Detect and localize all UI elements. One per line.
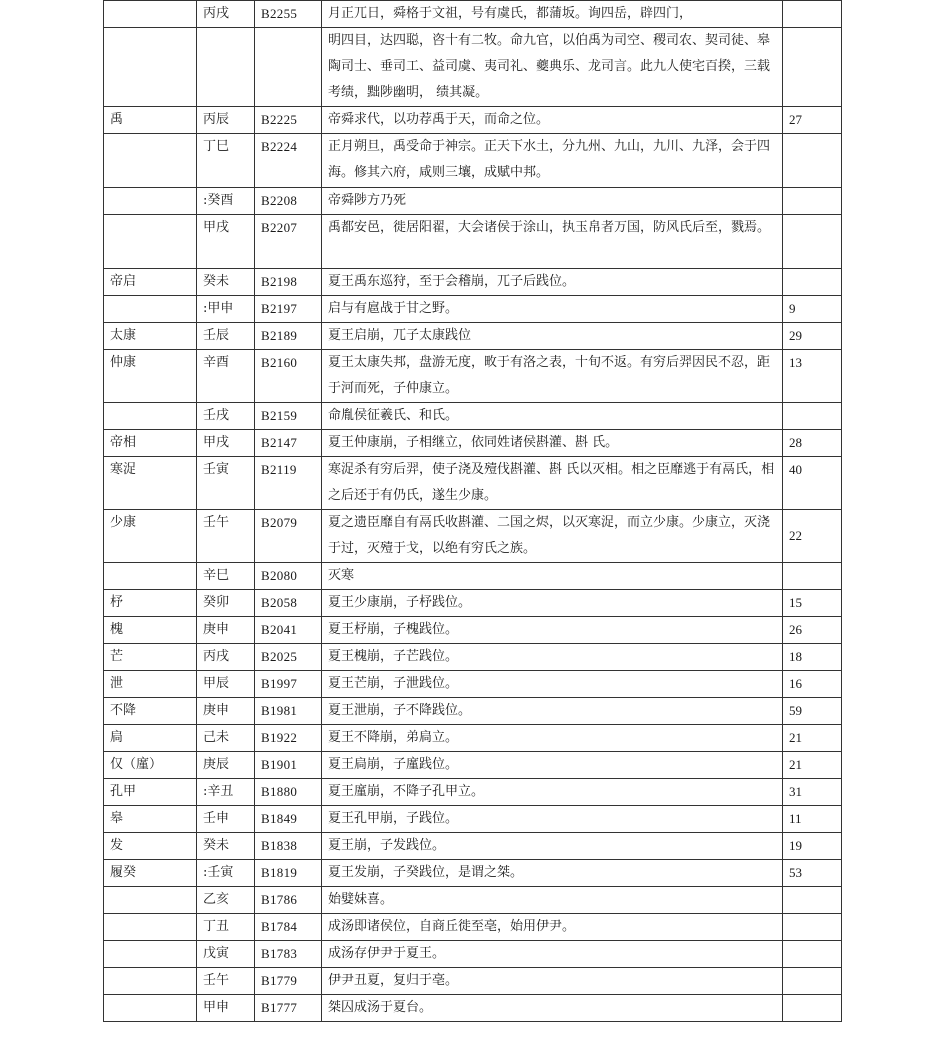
event-cell: 夏之遗臣靡自有鬲氏收斟灌、二国之烬，以灭寒浞，而立少康。少康立，灭浇于过，灭殪于戈，以绝有穷氏之族。 <box>322 510 783 563</box>
event-cell: 月正兀日，舜格于文祖，号有虞氏，都蒲坂。询四岳，辟四门， <box>322 1 783 28</box>
reign-years-cell: 16 <box>783 671 842 698</box>
event-cell: 夏王廑崩，不降子孔甲立。 <box>322 779 783 806</box>
ganzhi-cell: 壬辰 <box>197 323 255 350</box>
year-cell: B1783 <box>255 941 322 968</box>
year-cell: B2160 <box>255 350 322 403</box>
event-cell: 夏王启崩，兀子太康践位 <box>322 323 783 350</box>
king-cell: 发 <box>104 833 197 860</box>
reign-years-cell: 29 <box>783 323 842 350</box>
king-cell <box>104 563 197 590</box>
ganzhi-cell: 壬午 <box>197 510 255 563</box>
king-cell: 帝相 <box>104 430 197 457</box>
event-cell: 命胤侯征羲氏、和氏。 <box>322 403 783 430</box>
reign-years-cell <box>783 188 842 215</box>
reign-years-cell: 9 <box>783 296 842 323</box>
event-cell: 成汤即诸侯位，自商丘徙至亳，始用伊尹。 <box>322 914 783 941</box>
reign-years-cell <box>783 269 842 296</box>
table-row <box>104 350 842 403</box>
table-row <box>104 296 842 323</box>
year-cell: B2189 <box>255 323 322 350</box>
king-cell <box>104 134 197 188</box>
year-cell: B2080 <box>255 563 322 590</box>
chronology-table <box>103 0 842 1022</box>
reign-years-cell: 31 <box>783 779 842 806</box>
reign-years-cell: 27 <box>783 107 842 134</box>
year-cell: B2198 <box>255 269 322 296</box>
year-cell: B2147 <box>255 430 322 457</box>
king-cell <box>104 296 197 323</box>
event-cell: 夏王禹东巡狩，至于会稽崩，兀子后践位。 <box>322 269 783 296</box>
ganzhi-cell: 庚辰 <box>197 752 255 779</box>
year-cell: B1819 <box>255 860 322 887</box>
table-row <box>104 914 842 941</box>
event-cell: 帝舜陟方乃死 <box>322 188 783 215</box>
year-cell: B1786 <box>255 887 322 914</box>
reign-years-cell: 21 <box>783 725 842 752</box>
year-cell: B1777 <box>255 995 322 1022</box>
event-cell: 灭寒 <box>322 563 783 590</box>
king-cell: 皋 <box>104 806 197 833</box>
event-cell: 伊尹丑夏，复归于亳。 <box>322 968 783 995</box>
table-row <box>104 860 842 887</box>
reign-years-cell <box>783 28 842 107</box>
king-cell <box>104 215 197 269</box>
table-row <box>104 590 842 617</box>
chronology-table-body <box>104 1 842 1022</box>
table-row <box>104 1 842 28</box>
table-row <box>104 779 842 806</box>
year-cell: B2225 <box>255 107 322 134</box>
reign-years-cell: 40 <box>783 457 842 510</box>
king-cell <box>104 914 197 941</box>
event-cell: 成汤存伊尹于夏王。 <box>322 941 783 968</box>
reign-years-cell <box>783 403 842 430</box>
table-row <box>104 134 842 188</box>
reign-years-cell <box>783 995 842 1022</box>
event-cell: 正月朔旦，禹受命于神宗。正天下水土，分九州、九山，九川、九泽，会于四海。修其六府，咸则三壤，成赋中邦。 <box>322 134 783 188</box>
year-cell: B2255 <box>255 1 322 28</box>
king-cell: 槐 <box>104 617 197 644</box>
king-cell: 杼 <box>104 590 197 617</box>
year-cell <box>255 28 322 107</box>
ganzhi-cell: 辛酉 <box>197 350 255 403</box>
king-cell: 仲康 <box>104 350 197 403</box>
year-cell: B1922 <box>255 725 322 752</box>
ganzhi-cell: 甲戌 <box>197 215 255 269</box>
ganzhi-cell: 戊寅 <box>197 941 255 968</box>
ganzhi-cell: 庚申 <box>197 617 255 644</box>
table-row <box>104 215 842 269</box>
king-cell <box>104 188 197 215</box>
event-cell: 明四目，达四聪，咨十有二牧。命九官，以伯禹为司空、稷司农、契司徒、皋陶司士、垂司工、益司虞、夷司礼、夔典乐、龙司言。此九人使宅百揆，三载考绩，黜陟幽明， 绩其凝。 <box>322 28 783 107</box>
table-row <box>104 644 842 671</box>
year-cell: B2207 <box>255 215 322 269</box>
table-row <box>104 671 842 698</box>
king-cell: 仅（廑） <box>104 752 197 779</box>
table-row <box>104 107 842 134</box>
ganzhi-cell: 丁巳 <box>197 134 255 188</box>
king-cell: 芒 <box>104 644 197 671</box>
ganzhi-cell: 癸未 <box>197 269 255 296</box>
table-row <box>104 28 842 107</box>
table-row <box>104 510 842 563</box>
table-row <box>104 725 842 752</box>
ganzhi-cell: 甲申 <box>197 995 255 1022</box>
reign-years-cell: 18 <box>783 644 842 671</box>
year-cell: B2119 <box>255 457 322 510</box>
event-cell: 禹都安邑，徙居阳翟，大会诸侯于涂山，执玉帛者万国，防风氏后至，戮焉。 <box>322 215 783 269</box>
event-cell: 夏王芒崩，子泄践位。 <box>322 671 783 698</box>
event-cell: 夏王仲康崩，子相继立，依同姓诸侯斟灌、斟 氏。 <box>322 430 783 457</box>
ganzhi-cell: 甲戌 <box>197 430 255 457</box>
ganzhi-cell: 丁丑 <box>197 914 255 941</box>
year-cell: B1849 <box>255 806 322 833</box>
reign-years-cell: 28 <box>783 430 842 457</box>
reign-years-cell <box>783 215 842 269</box>
table-row <box>104 806 842 833</box>
reign-years-cell: 21 <box>783 752 842 779</box>
event-cell: 桀囚成汤于夏台。 <box>322 995 783 1022</box>
ganzhi-cell: :甲申 <box>197 296 255 323</box>
ganzhi-cell: 庚申 <box>197 698 255 725</box>
ganzhi-cell: 壬申 <box>197 806 255 833</box>
king-cell: 帝启 <box>104 269 197 296</box>
king-cell: 扃 <box>104 725 197 752</box>
event-cell: 夏王太康失邦，盘游无度，畋于有洛之表，十旬不返。有穷后羿因民不忍，距于河而死，子仲康立。 <box>322 350 783 403</box>
year-cell: B1981 <box>255 698 322 725</box>
ganzhi-cell: 丙戌 <box>197 644 255 671</box>
reign-years-cell <box>783 968 842 995</box>
event-cell: 夏王发崩，子癸践位，是谓之桀。 <box>322 860 783 887</box>
year-cell: B2058 <box>255 590 322 617</box>
reign-years-cell <box>783 941 842 968</box>
table-row <box>104 563 842 590</box>
event-cell: 夏王扃崩，子廑践位。 <box>322 752 783 779</box>
reign-years-cell <box>783 563 842 590</box>
year-cell: B2025 <box>255 644 322 671</box>
event-cell: 启与有扈战于甘之野。 <box>322 296 783 323</box>
year-cell: B1880 <box>255 779 322 806</box>
event-cell: 夏王泄崩，子不降践位。 <box>322 698 783 725</box>
year-cell: B2224 <box>255 134 322 188</box>
reign-years-cell <box>783 1 842 28</box>
event-cell: 夏王杼崩，子槐践位。 <box>322 617 783 644</box>
reign-years-cell <box>783 134 842 188</box>
reign-years-cell: 26 <box>783 617 842 644</box>
king-cell: 不降 <box>104 698 197 725</box>
event-cell: 夏王少康崩，子杼践位。 <box>322 590 783 617</box>
event-cell: 始嬖妹喜。 <box>322 887 783 914</box>
ganzhi-cell: 甲辰 <box>197 671 255 698</box>
ganzhi-cell: 乙亥 <box>197 887 255 914</box>
king-cell: 孔甲 <box>104 779 197 806</box>
king-cell: 寒浞 <box>104 457 197 510</box>
table-row <box>104 617 842 644</box>
king-cell: 太康 <box>104 323 197 350</box>
ganzhi-cell: 丙辰 <box>197 107 255 134</box>
king-cell <box>104 995 197 1022</box>
king-cell: 少康 <box>104 510 197 563</box>
year-cell: B1901 <box>255 752 322 779</box>
year-cell: B1779 <box>255 968 322 995</box>
event-cell: 帝舜求代，以功荐禹于天，而命之位。 <box>322 107 783 134</box>
reign-years-cell: 19 <box>783 833 842 860</box>
ganzhi-cell: 辛巳 <box>197 563 255 590</box>
table-row <box>104 323 842 350</box>
reign-years-cell <box>783 914 842 941</box>
ganzhi-cell: 壬戌 <box>197 403 255 430</box>
table-row <box>104 887 842 914</box>
table-row <box>104 968 842 995</box>
table-row <box>104 698 842 725</box>
table-row <box>104 269 842 296</box>
king-cell: 履癸 <box>104 860 197 887</box>
table-row <box>104 995 842 1022</box>
king-cell: 禹 <box>104 107 197 134</box>
king-cell <box>104 28 197 107</box>
table-row <box>104 941 842 968</box>
year-cell: B2079 <box>255 510 322 563</box>
ganzhi-cell: 己未 <box>197 725 255 752</box>
year-cell: B2208 <box>255 188 322 215</box>
table-row <box>104 403 842 430</box>
ganzhi-cell: :癸酉 <box>197 188 255 215</box>
table-row <box>104 752 842 779</box>
king-cell <box>104 403 197 430</box>
event-cell: 夏王槐崩，子芒践位。 <box>322 644 783 671</box>
table-row <box>104 188 842 215</box>
king-cell <box>104 941 197 968</box>
ganzhi-cell: 壬寅 <box>197 457 255 510</box>
year-cell: B2041 <box>255 617 322 644</box>
reign-years-cell: 15 <box>783 590 842 617</box>
king-cell <box>104 1 197 28</box>
year-cell: B2159 <box>255 403 322 430</box>
reign-years-cell: 13 <box>783 350 842 403</box>
ganzhi-cell: 丙戌 <box>197 1 255 28</box>
reign-years-cell: 11 <box>783 806 842 833</box>
year-cell: B2197 <box>255 296 322 323</box>
year-cell: B1784 <box>255 914 322 941</box>
reign-years-cell: 59 <box>783 698 842 725</box>
ganzhi-cell: 壬午 <box>197 968 255 995</box>
ganzhi-cell: 癸卯 <box>197 590 255 617</box>
ganzhi-cell: :辛丑 <box>197 779 255 806</box>
reign-years-cell: 53 <box>783 860 842 887</box>
king-cell <box>104 887 197 914</box>
event-cell: 夏王崩，子发践位。 <box>322 833 783 860</box>
reign-years-cell <box>783 887 842 914</box>
king-cell: 泄 <box>104 671 197 698</box>
ganzhi-cell <box>197 28 255 107</box>
reign-years-cell: 22 <box>783 510 842 563</box>
ganzhi-cell: 癸未 <box>197 833 255 860</box>
ganzhi-cell: :壬寅 <box>197 860 255 887</box>
event-cell: 寒浞杀有穷后羿，使子浇及殪伐斟灌、斟 氏以灭相。相之臣靡逃于有鬲氏，相之后还于有仍氏，遂生少康。 <box>322 457 783 510</box>
event-cell: 夏王不降崩，弟扃立。 <box>322 725 783 752</box>
table-row <box>104 457 842 510</box>
year-cell: B1838 <box>255 833 322 860</box>
event-cell: 夏王孔甲崩，子践位。 <box>322 806 783 833</box>
year-cell: B1997 <box>255 671 322 698</box>
king-cell <box>104 968 197 995</box>
table-row <box>104 430 842 457</box>
table-row <box>104 833 842 860</box>
